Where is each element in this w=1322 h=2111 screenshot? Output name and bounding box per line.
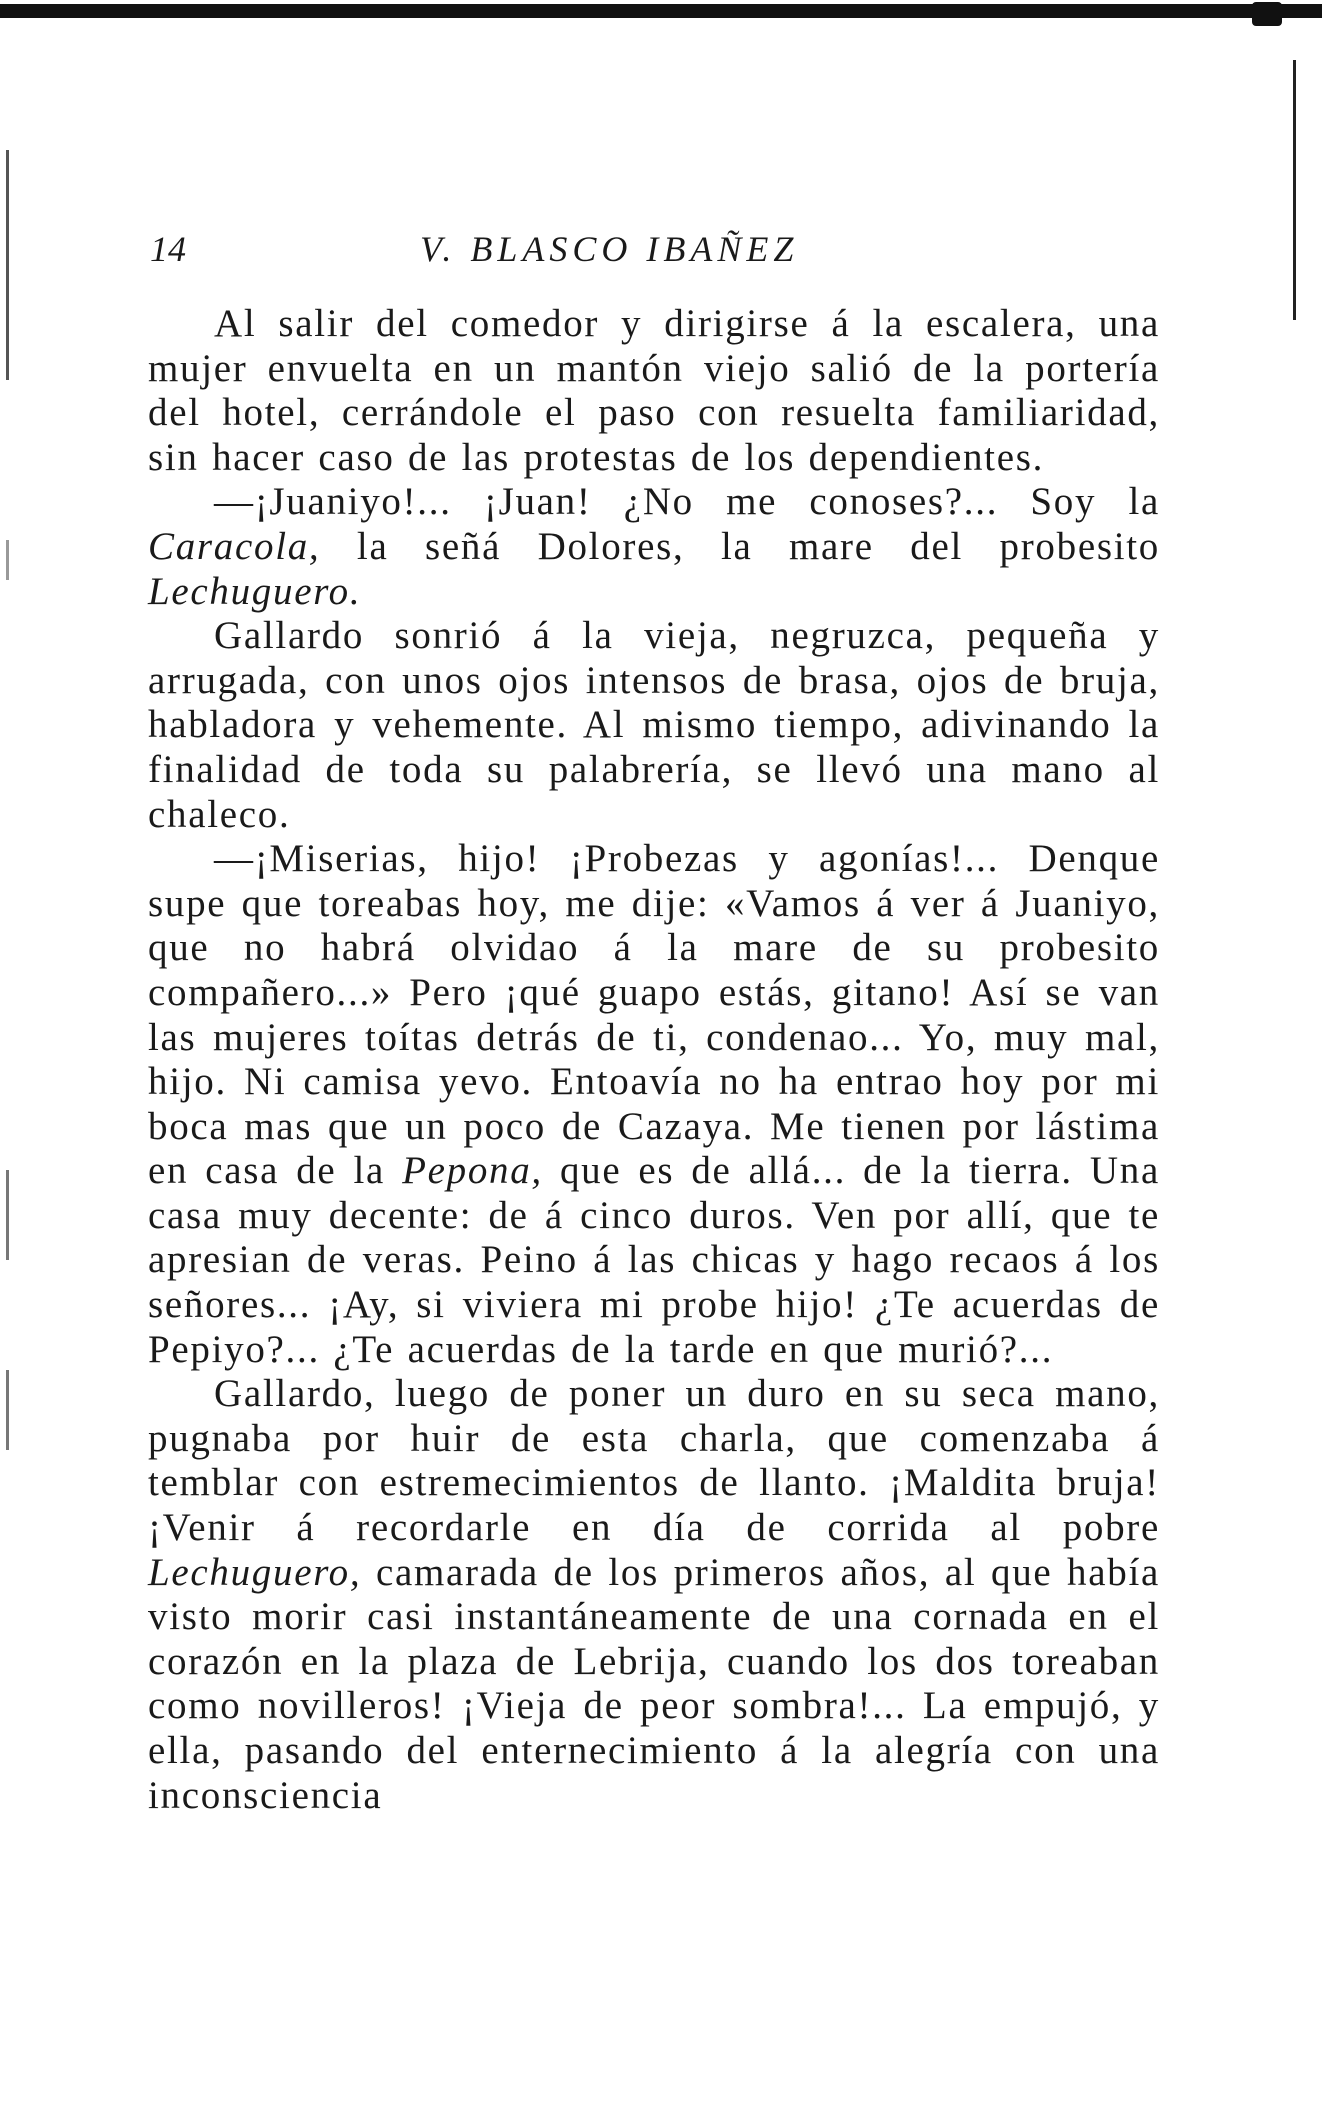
text-run: —¡Miserias, hijo! ¡Probezas y agonías!... Denque supe que toreabas hoy, me dije: «Vamos á ver á Juaniyo, que no habrá olvidao á la mare de su probesito compañero...» Pero ¡qué guapo estás, gitano! Así se van las mujeres toítas detrás de ti, condenao... Yo, muy mal, hijo. Ni camisa yevo. Entoavía no ha entrao hoy por mi boca mas que un poco de Cazaya. Me tienen por lástima en casa de la <box>148 837 1160 1193</box>
italic-name: Lechuguero, <box>148 1550 362 1594</box>
paragraph <box>148 480 1160 614</box>
scan-artifact <box>1252 2 1282 26</box>
running-head <box>150 228 1160 278</box>
paragraph: Al salir del comedor y dirigirse á la escalera, una mujer envuelta en un mantón viejo salió de la portería del hotel, cerrándole el paso con resuelta familiaridad, sin hacer caso de las protestas de los dependientes. <box>148 302 1160 479</box>
page-edge-shadow <box>6 1370 9 1450</box>
body-text <box>148 302 1160 1818</box>
paragraph <box>148 1372 1160 1818</box>
paragraph <box>148 837 1160 1372</box>
top-scan-border <box>0 4 1322 18</box>
text-run: Gallardo, luego de poner un duro en su seca mano, pugnaba por huir de esta charla, que comenzaba á temblar con estremecimientos de llanto. ¡Maldita bruja! ¡Venir á recordarle en día de corrida al pobre <box>148 1372 1160 1550</box>
page-edge-shadow <box>6 540 9 580</box>
page-edge-shadow <box>6 150 9 380</box>
page-number: 14 <box>150 229 186 269</box>
page-edge-shadow <box>1293 60 1296 320</box>
text-run: camarada de los primeros años, al que había visto morir casi instantáneamente de una cornada en el corazón en la plaza de Lebrija, cuando los dos toreaban como novilleros! ¡Vieja de peor sombra!... La empujó, y ella, pasando del enternecimiento á la alegría con una inconsciencia <box>148 1550 1160 1817</box>
italic-name: Lechuguero. <box>148 569 362 613</box>
italic-name: Pepona, <box>402 1149 543 1193</box>
author-name: V. BLASCO IBAÑEZ <box>420 229 799 269</box>
text-run: que es de allá... de la tierra. Una casa muy decente: de á cinco duros. Ven por allí, que te apresian de veras. Peino á las chicas y hago recaos á los señores... ¡Ay, si viviera mi probe hijo! ¿Te acuerdas de Pepiyo?... ¿Te acuerdas de la tarde en que murió?... <box>148 1149 1160 1371</box>
paragraph: Gallardo sonrió á la vieja, negruzca, pequeña y arrugada, con unos ojos intensos de brasa, ojos de bruja, habladora y vehemente. Al mismo tiempo, adivinando la finalidad de toda su palabrería, se llevó una mano al chaleco. <box>148 614 1160 836</box>
italic-name: Caracola, <box>148 524 321 568</box>
text-run: —¡Juaniyo!... ¡Juan! ¿No me conoses?... Soy la <box>214 480 1160 524</box>
page-edge-shadow <box>6 1170 9 1260</box>
text-run: la señá Dolores, la mare del probesito <box>320 524 1160 568</box>
